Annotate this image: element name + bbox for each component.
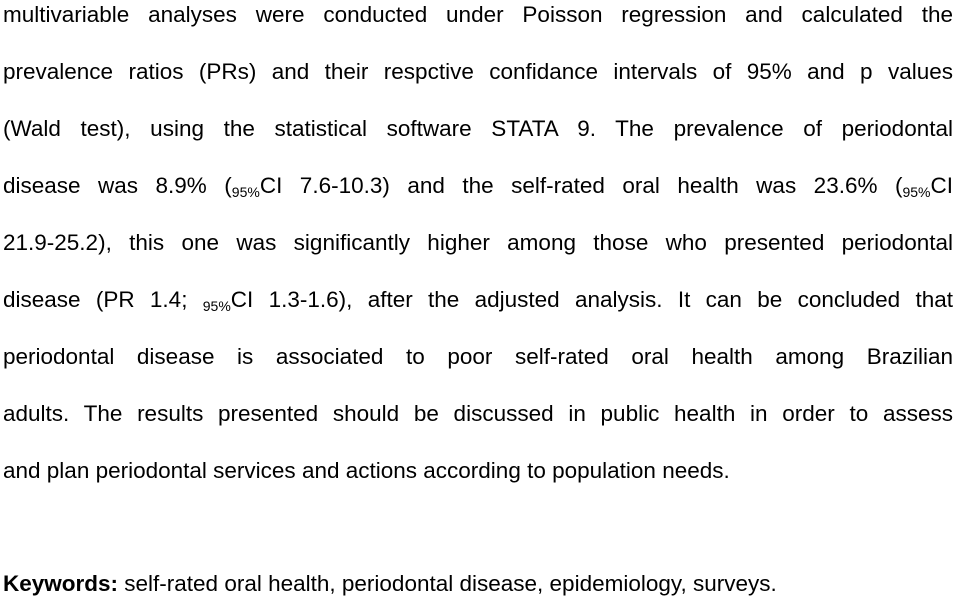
line-4-part-c: CI: [930, 173, 953, 198]
line-6-part-a: disease (PR 1.4;: [3, 287, 203, 312]
keywords-line: [3, 569, 953, 599]
abstract-line-8: adults. The results presented should be discussed in public health in order to assess: [3, 401, 953, 426]
abstract-line-7: periodontal disease is associated to poor self-rated oral health among Brazilian: [3, 344, 953, 369]
abstract-line-2: prevalence ratios (PRs) and their respctive confidance intervals of 95% and p values: [3, 59, 953, 84]
line-4-part-b: CI 7.6-10.3) and the self-rated oral health was 23.6% (: [259, 173, 903, 198]
ci-subscript: 95%: [902, 184, 931, 200]
ci-subscript: 95%: [202, 298, 231, 314]
abstract-line-1: multivariable analyses were conducted under Poisson regression and calculated the: [3, 2, 953, 27]
abstract-line-5: 21.9-25.2), this one was significantly higher among those who presented periodontal: [3, 230, 953, 255]
line-4-part-a: disease was 8.9% (: [3, 173, 232, 198]
ci-subscript: 95%: [231, 184, 260, 200]
keywords-text: self-rated oral health, periodontal disease, epidemiology, surveys.: [118, 571, 777, 596]
abstract-line-9: and plan periodontal services and actions according to population needs.: [3, 458, 730, 483]
line-6-part-b: CI 1.3-1.6), after the adjusted analysis. It can be concluded that: [230, 287, 953, 312]
keywords-label: Keywords:: [3, 571, 119, 596]
abstract-line-4: [3, 171, 953, 203]
abstract-line-6: [3, 285, 953, 317]
abstract-line-3: (Wald test), using the statistical software STATA 9. The prevalence of periodontal: [3, 116, 953, 141]
